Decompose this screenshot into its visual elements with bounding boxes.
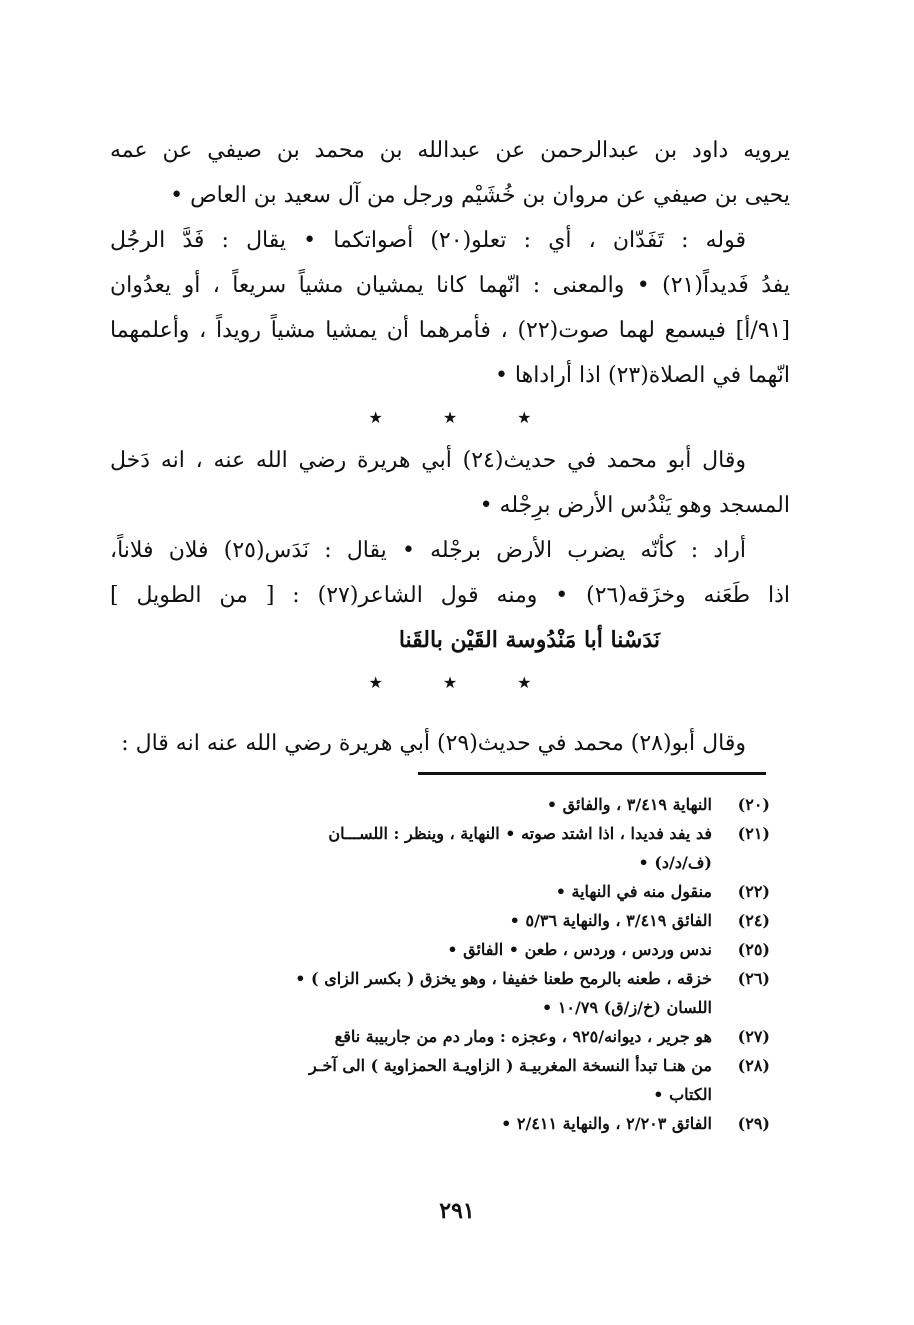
star-icon: ★: [442, 673, 458, 692]
main-text: [110, 128, 790, 766]
text-line-12: وقال أبو(٢٨) محمد في حديث(٢٩) أبي هريرة رضي الله عنه انه قال :: [121, 731, 746, 756]
text-line-7: وقال أبو محمد في حديث(٢٤) أبي هريرة رضي الله عنه ، انه دَخل: [110, 448, 746, 473]
star-icon: ★: [368, 673, 383, 692]
footnote-divider: [418, 772, 766, 775]
text-line-8: المسجد وهو يَنْدُس الأرض برِجْله •: [479, 493, 790, 518]
footnote: [118, 819, 770, 877]
text-line-2: يحيى بن صيفي عن مروان بن خُشَيْم ورجل من آل سعيد بن العاص •: [170, 183, 790, 208]
footnote-text: (ف/د/د) •: [638, 853, 712, 872]
footnote-text: خزقه ، طعنه بالرمح طعنا خفيفا ، وهو يخزق ( بكسر الزاى ) •: [295, 969, 712, 988]
footnote: [118, 1109, 770, 1138]
footnote-number: (٢٧): [737, 1027, 770, 1046]
footnote-number: (٢٠): [737, 795, 770, 814]
footnote: [118, 1051, 770, 1109]
footnote-text: الكتاب •: [653, 1085, 712, 1104]
text-line-9: أراد : كأنّه يضرب الأرض برجْله • يقال : نَدَس(٢٥) فلان فلاناً،: [110, 538, 746, 563]
page-number: ٢٩١: [439, 1198, 475, 1224]
footnote-text: هو جرير ، ديوانه/٩٢٥ ، وعجزه : ومار دم من جاربيبة ناقع: [334, 1027, 712, 1046]
footnotes: [118, 790, 770, 1138]
footnote-number: (٢٨): [737, 1056, 770, 1075]
text-line-5: [٩١/أ] فيسمع لهما صوت(٢٢) ، فأمرهما أن يمشيا مشياً رويداً ، وأعلمهما: [110, 318, 790, 343]
footnote-number: (٢٩): [737, 1114, 770, 1133]
section-divider: [110, 663, 790, 703]
section-divider: [110, 398, 790, 438]
text-line-1: يرويه داود بن عبدالرحمن عن عبدالله بن محمد بن صيفي عن عمه: [110, 138, 790, 163]
verse-line: نَدَسْنا أبا مَنْدُوسة القَيْن بالقَنا: [398, 627, 660, 653]
footnote: [118, 935, 770, 964]
star-icon: ★: [368, 408, 383, 427]
text-line-10: اذا طَعَنه وخزَقه(٢٦) • ومنه قول الشاعر(٢٧) : [ من الطويل ]: [110, 583, 791, 608]
text-line-4: يفدُ فَديداً(٢١) • والمعنى : انّهما كانا يمشيان مشياً سريعاً ، أو يعدُوان: [110, 273, 790, 298]
footnote-text: الفائق ٣/٤١٩ ، والنهاية ٥/٣٦ •: [509, 911, 712, 930]
footnote-text: اللسان (خ/ز/ق) ١٠/٧٩ •: [542, 998, 712, 1017]
footnote-number: (٢٤): [737, 911, 770, 930]
star-icon: ★: [517, 673, 532, 692]
footnote: [118, 790, 770, 819]
footnote-text: النهاية ٣/٤١٩ ، والفائق •: [546, 795, 712, 814]
footnote: [118, 964, 770, 1022]
footnote-number: (٢٥): [737, 940, 770, 959]
text-line-6: انّهما في الصلاة(٢٣) اذا أراداها •: [494, 363, 790, 388]
footnote: [118, 1022, 770, 1051]
star-icon: ★: [517, 408, 532, 427]
footnote-text: منقول منه في النهاية •: [555, 882, 712, 901]
star-icon: ★: [442, 408, 458, 427]
footnote-text: من هنـا تبدأ النسخة المغربيـة ( الزاويـة الحمزاوية ) الى آخـر: [308, 1056, 712, 1075]
footnote: [118, 906, 770, 935]
footnote: [118, 877, 770, 906]
text-line-3: قوله : تَفَدّان ، أي : تعلو(٢٠) أصواتكما • يقال : فَدَّ الرجُل: [110, 228, 746, 253]
footnote-text: ندس وردس ، وردس ، طعن • الفائق •: [447, 940, 712, 959]
footnote-text: فد يفد فديدا ، اذا اشتد صوته • النهاية ، وينظر : اللســـان: [328, 824, 712, 843]
footnote-number: (٢٦): [737, 969, 770, 988]
footnote-number: (٢٢): [737, 882, 770, 901]
footnote-text: الفائق ٢/٢٠٣ ، والنهاية ٢/٤١١ •: [501, 1114, 712, 1133]
footnote-number: (٢١): [737, 824, 770, 843]
